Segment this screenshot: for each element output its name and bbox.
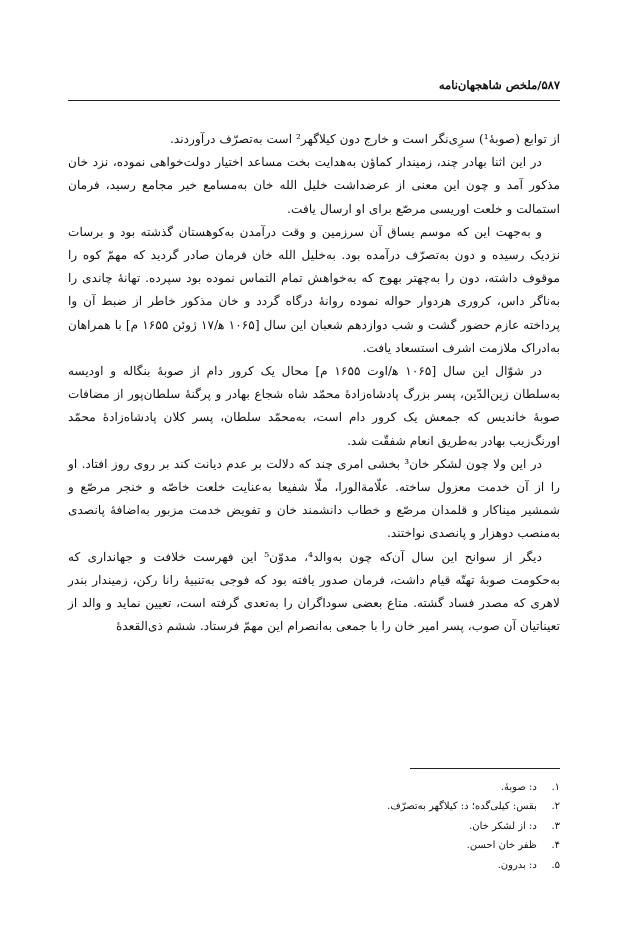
footnote-number: ۲. bbox=[551, 801, 560, 813]
paragraph: در این اثنا بهادر چند، زمیندار کماؤن به‌هدایت بخت مساعد اختیار دولت‌خواهی نموده، نزد خان مذکور آمد و چون این معنی از عرضداشت خلیل الله خان به‌مسامع خیر مجامع رسید، فرمان استمالت و خلعت اوریسی مرصّع برای او ارسال یافت. bbox=[68, 155, 560, 216]
footnote-text: د: بدرون. bbox=[497, 859, 537, 871]
footnotes bbox=[68, 778, 560, 875]
footnote-rule bbox=[410, 768, 560, 769]
running-header: ۵۸۷/ملخص شاهجهان‌نامه bbox=[438, 78, 560, 92]
body-text bbox=[68, 128, 560, 638]
footnote-number: ۵. bbox=[551, 859, 560, 871]
paragraph: در این ولا چون لشکر خان³ بخشی امری چند که دلالت بر عدم دیانت کند بر روی روز افتاد. او را از آن خدمت معزول ساخته. علّامةالورا، ملّا شفیعا به‌عنایت خلعت خاصّه و خنجر مرصّع و شمشیر میناکار و قلمدان مرصّع و خطاب دانشمند خان و تفویض خدمت مزبور به‌اضافهٔ پانصدی به‌منصب دوهزار و پانصدی نواختند. bbox=[68, 456, 560, 541]
footnote-number: ۴. bbox=[551, 840, 560, 852]
footnote bbox=[68, 797, 560, 816]
footnote-text: د: صوبهٔ. bbox=[500, 782, 537, 793]
footnote-text: د: از لشکر خان. bbox=[469, 820, 537, 832]
footnote bbox=[68, 778, 560, 797]
paragraph: از توابع (صوبهٔ¹) سرِی‌نگر است و خارج دون کیلاگهر² است به‌تصرّف درآوردند. bbox=[169, 132, 560, 146]
paragraph: در شوّال این سال [۱۰۶۵ ه‍/اوت ۱۶۵۵ م] محال یک کرور دام از صوبهٔ بنگاله و اودیسه به‌سلطان زین‌الدّین، پسر بزرگ پادشاه‌زادهٔ محمّد شاه شجاع بهادر و پرگنهٔ سلطان‌پور از مضافات صوبهٔ خاندیس که جمعش یک کرور دام است، به‌محمّد سلطان، پسر کلان پادشاه‌زادهٔ محمّد اورنگ‌زیب بهادر به‌طریق انعام شفقّت شد. bbox=[68, 364, 560, 448]
footnote-number: ۱. bbox=[551, 782, 560, 793]
footnote bbox=[68, 836, 560, 855]
paragraph: و به‌جهت این که موسم یساق آن سرزمین و وقت درآمدن به‌کوهستان گذشته بود و برسات نزدیک رسیده و دون به‌تصرّف درآمده بود. به‌خلیل الله خان فرمان صادر گردید که مهمّ کوه را موقوف داشته، دون را به‌چهتر بهوج که به‌خواهش تمام التماس نموده بود سپرده. تهانهٔ چاندی را به‌ناگر داس، کروری هردوار حواله نموده روانهٔ درگاه گردد و خان مذکور خاطر از ضبط آن وا پرداخته عازم حضور گشت و شب دوازدهم شعبان این سال [۱۰۶۵ ه‍/۱۷ ژوئن ۱۶۵۵ م] با همراهان به‌ادراک ملازمت اشرف استسعاد یافت. bbox=[68, 224, 560, 355]
footnote bbox=[68, 817, 560, 836]
footnote-text: ظفر خان احسن. bbox=[466, 840, 537, 852]
footnote bbox=[68, 856, 560, 875]
footnote-number: ۳. bbox=[551, 820, 560, 832]
footnote-text: بقس: کیلی‌گده؛ د: کیلاگهر به‌تصرّف. bbox=[387, 801, 537, 813]
paragraph: دیگر از سوانح این سال آن‌که چون به‌والد⁴، مدوّن⁵ این فهرست خلافت و جهانداری که به‌حکومت صوبهٔ تهتّه قیام داشت، فرمان صدور یافته بود که فوجی به‌تنبیهٔ رانا رکن، زمیندار بندر لاهری که مصدر فساد گشته. متاع بعضی سوداگران را به‌تعدی گرفته است، تعیین نماید و والد از تعیناتیان آن صوب، پسر امیر خان را با جمعی به‌انصرام این مهمّ فرستاد. ششم ذی‌القعدهٔ bbox=[68, 549, 560, 634]
header-rule bbox=[68, 100, 560, 101]
